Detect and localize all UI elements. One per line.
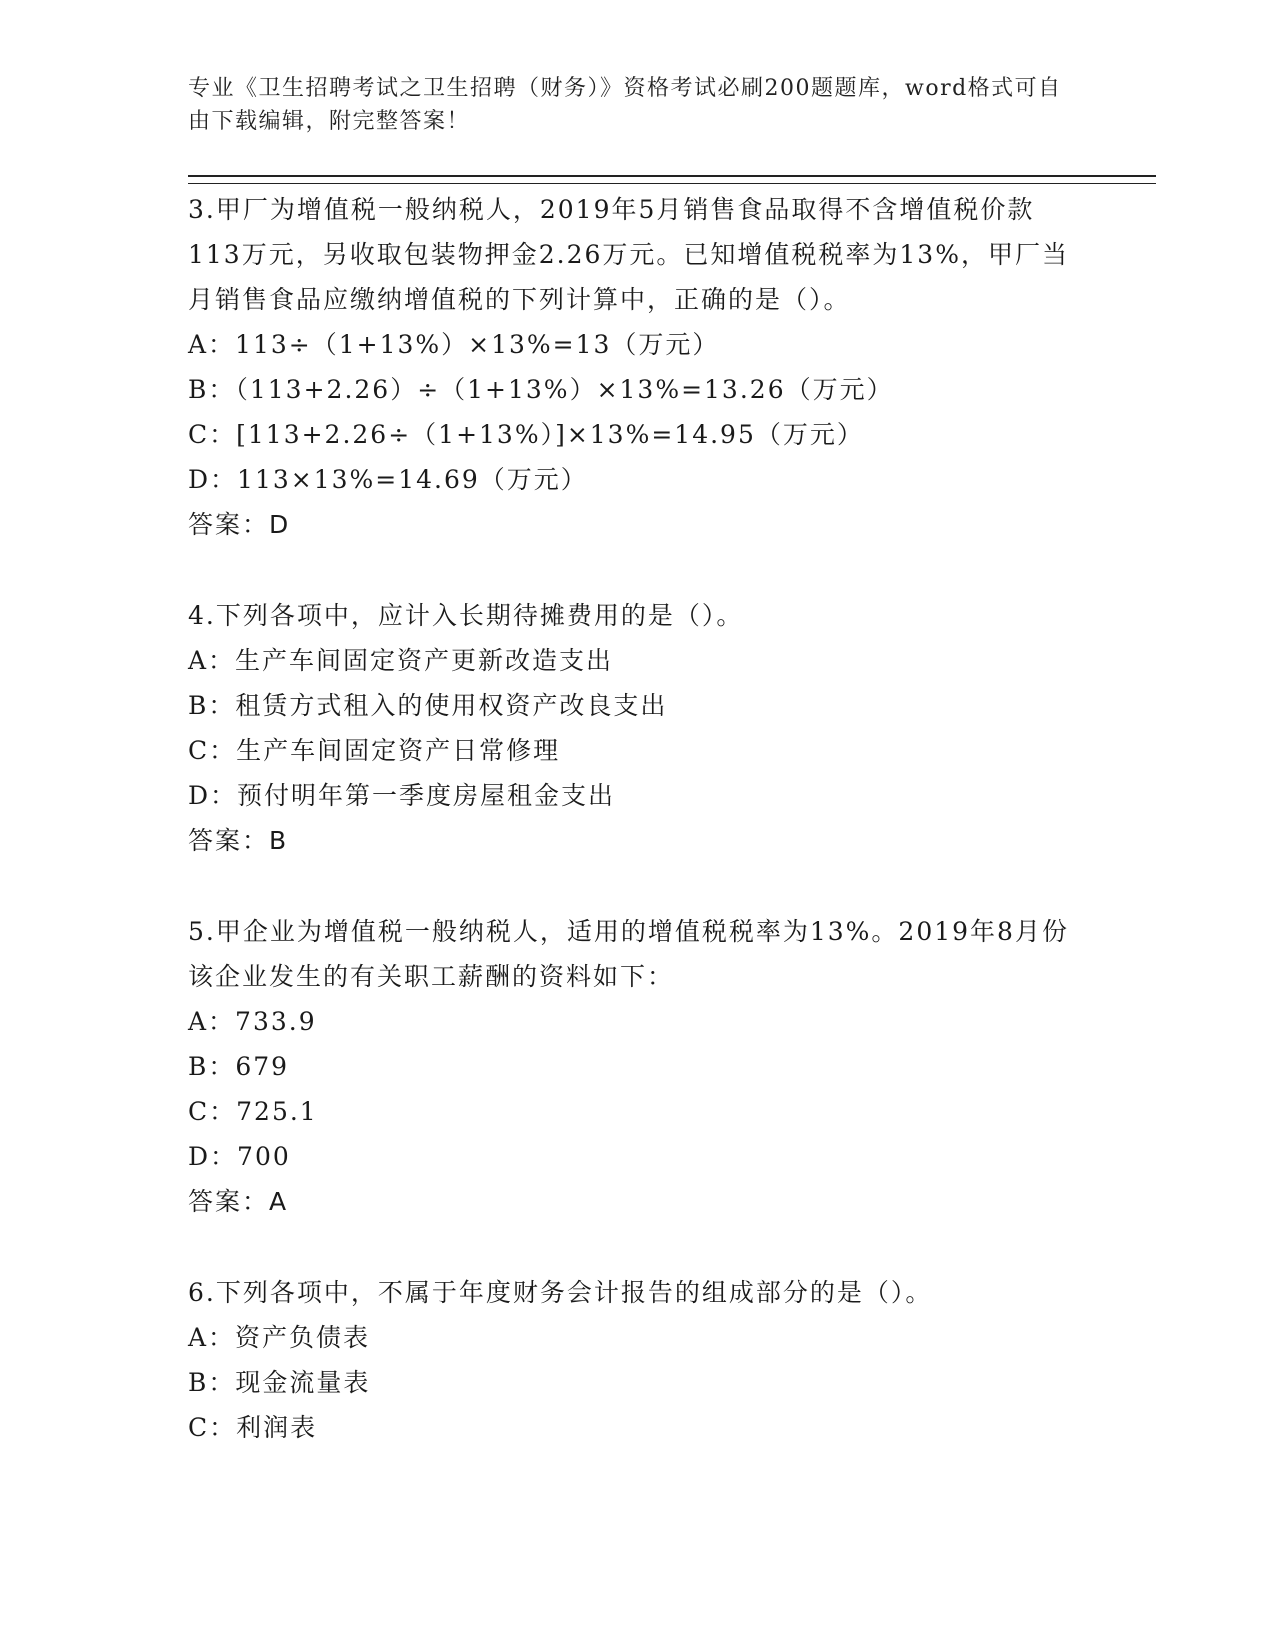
option-b: B：租赁方式租入的使用权资产改良支出 bbox=[188, 691, 668, 720]
answer-line: 答案：B bbox=[188, 826, 289, 855]
option-b: B：现金流量表 bbox=[188, 1368, 371, 1397]
option-a: A：生产车间固定资产更新改造支出 bbox=[188, 646, 614, 675]
question-list bbox=[188, 187, 1088, 1450]
question-stem: 5.甲企业为增值税一般纳税人，适用的增值税税率为13%。2019年8月份该企业发生的有关职工薪酬的资料如下： bbox=[188, 917, 1069, 991]
question-stem: 6.下列各项中，不属于年度财务会计报告的组成部分的是（）。 bbox=[188, 1278, 933, 1307]
question-3 bbox=[188, 187, 1088, 547]
question-6 bbox=[188, 1270, 1088, 1450]
option-d: D：113×13%=14.69（万元） bbox=[188, 465, 588, 494]
option-c: C：生产车间固定资产日常修理 bbox=[188, 736, 561, 765]
answer-line: 答案：A bbox=[188, 1187, 289, 1216]
option-c: C：利润表 bbox=[188, 1413, 318, 1442]
option-a: A：113÷（1+13%）×13%=13（万元） bbox=[188, 330, 720, 359]
option-a: A：资产负债表 bbox=[188, 1323, 371, 1352]
header-divider bbox=[188, 175, 1156, 184]
question-stem: 3.甲厂为增值税一般纳税人，2019年5月销售食品取得不含增值税价款113万元，另收取包装物押金2.26万元。已知增值税税率为13%，甲厂当月销售食品应缴纳增值税的下列计算中，正确的是（）。 bbox=[188, 195, 1069, 314]
option-d: D：预付明年第一季度房屋租金支出 bbox=[188, 781, 616, 810]
question-stem: 4.下列各项中，应计入长期待摊费用的是（）。 bbox=[188, 601, 744, 630]
option-c: C：[113+2.26÷（1+13%）]×13%=14.95（万元） bbox=[188, 420, 864, 449]
option-c: C：725.1 bbox=[188, 1097, 318, 1126]
option-b: B：（113+2.26）÷（1+13%）×13%=13.26（万元） bbox=[188, 375, 894, 404]
document-header: 专业《卫生招聘考试之卫生招聘（财务）》资格考试必刷200题题库，word格式可自由下载编辑，附完整答案！ bbox=[188, 76, 1062, 134]
question-5 bbox=[188, 909, 1088, 1224]
option-d: D：700 bbox=[188, 1142, 291, 1171]
question-4 bbox=[188, 593, 1088, 863]
option-b: B：679 bbox=[188, 1052, 290, 1081]
answer-line: 答案：D bbox=[188, 510, 291, 539]
option-a: A：733.9 bbox=[188, 1007, 317, 1036]
